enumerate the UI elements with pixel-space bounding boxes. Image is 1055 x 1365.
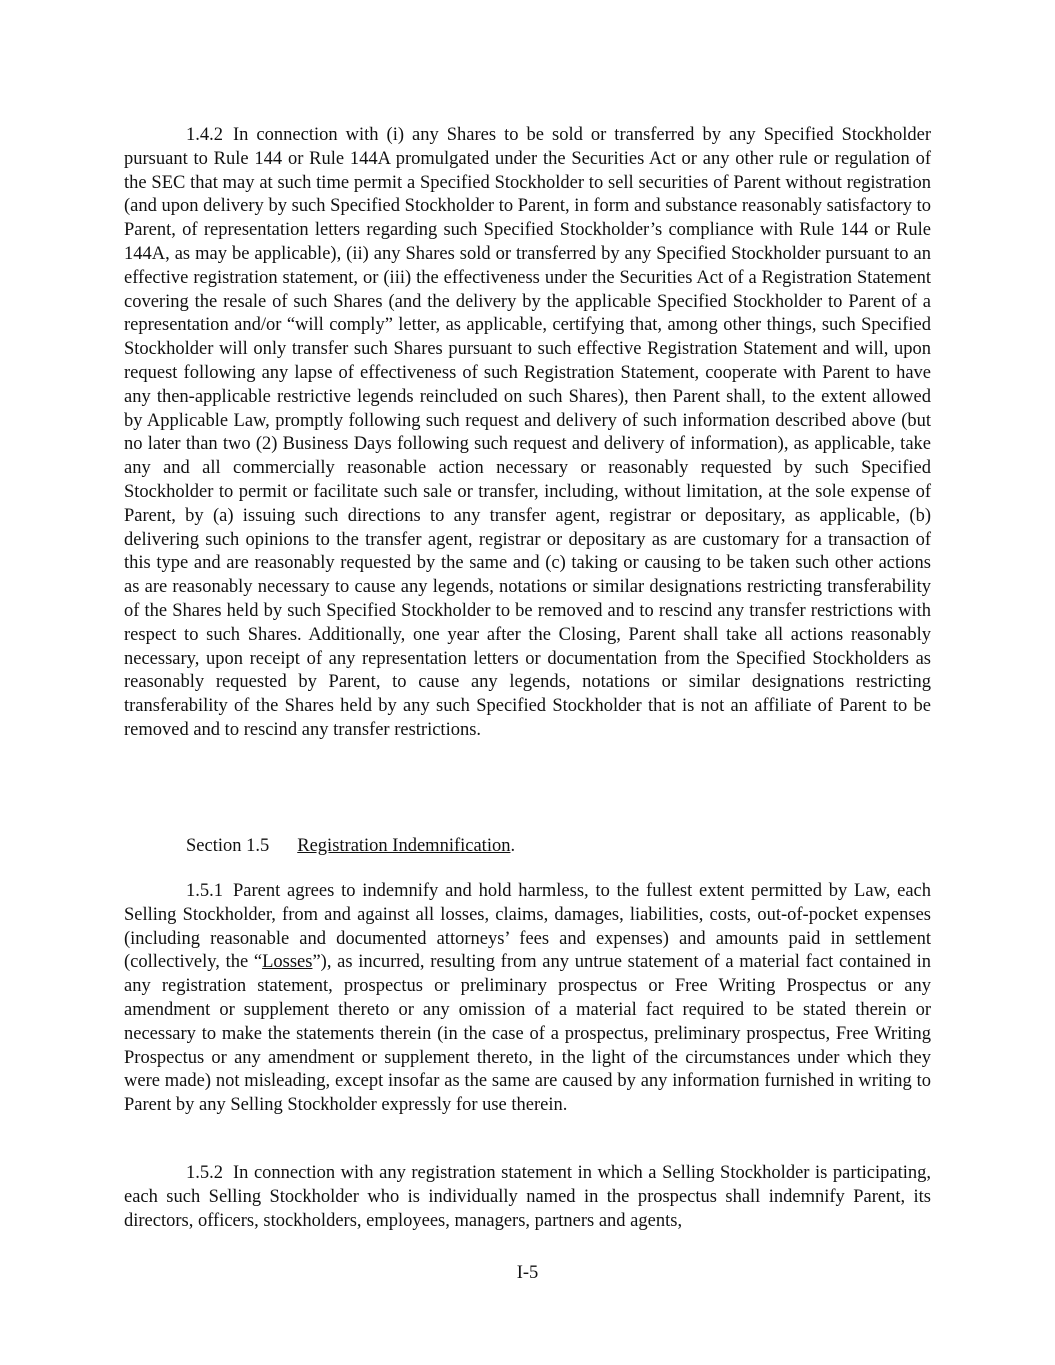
paragraph-text: In connection with any registration statement in which a Selling Stockholder is participating, each such Selling Stockholder who is individually named in the prospectus shall indemnify Parent, its directors, officers, stockholders, employees, managers, partners and agents, xyxy=(124,1163,931,1231)
paragraph-text: In connection with (i) any Shares to be sold or transferred by any Specified Stockholder pursuant to Rule 144 or Rule 144A promulgated under the Securities Act or any other rule or regulation of the SEC that may at such time permit a Specified Stockholder to sell securities of Parent without registration (and upon delivery by such Specified Stockholder to Parent, in form and substance reasonably satisfactory to Parent, of representation letters regarding such Specified Stockholder’s compliance with Rule 144 or Rule 144A, as may be applicable), (ii) any Shares sold or transferred by any Specified Stockholder pursuant to an effective registration statement, or (iii) the effectiveness under the Securities Act of a Registration Statement covering the resale of such Shares (and the delivery by the applicable Specified Stockholder to Parent of a representation and/or “will comply” letter, as applicable, certifying that, among other things, such Specified Stockholder will only transfer such Shares pursuant to such effective Registration Statement and will, upon request following any lapse of effectiveness of such Registration Statement, cooperate with Parent to have any then-applicable restrictive legends reincluded on such Shares), then Parent shall, to the extent allowed by Applicable Law, promptly following such request and delivery of such information described above (but no later than two (2) Business Days following such request and delivery of information), as applicable, take any and all commercially reasonable action necessary or reasonably requested by such Specified Stockholder to permit or facilitate such sale or transfer, including, without limitation, at the sole expense of Parent, by (a) issuing such directions to any transfer agent, registrar or depositary, as applicable, (b) delivering such opinions to the transfer agent, registrar or depositary as are customary for a transaction of this type and are reasonably requested by the same and (c) taking or causing to be taken such other actions as are reasonably necessary to cause any legends, notations or similar designations restricting transferability of the Shares held by such Specified Stockholder to be removed and to rescind any transfer restrictions with respect to such Shares. Additionally, one year after the Closing, Parent shall take all actions reasonably necessary, upon receipt of any representation letters or documentation from the Specified Stockholders as reasonably requested by Parent, to cause any legends, notations or similar designations restricting transferability of the Shares held by any such Specified Stockholder that is not an affiliate of Parent to be removed and to rescind any transfer restrictions. xyxy=(124,125,931,740)
paragraph-number: 1.4.2 xyxy=(186,125,223,145)
paragraph-1-5-2 xyxy=(124,1162,931,1233)
paragraph-number: 1.5.2 xyxy=(186,1163,223,1183)
section-label: Section 1.5 xyxy=(186,836,270,856)
paragraph-number: 1.5.1 xyxy=(186,881,223,901)
defined-term-losses: Losses xyxy=(262,952,313,973)
paragraph-1-4-2 xyxy=(124,124,931,743)
paragraph-text-after: ”), as incurred, resulting from any untrue statement of a material fact contained in any registration statement, prospectus or preliminary prospectus or Free Writing Prospectus or any amendment or supplement thereto or any omission of a material fact required to be stated therein or necessary to make the statements therein (in the case of a prospectus, preliminary prospectus, Free Writing Prospectus or any amendment or supplement thereto, in the light of the circumstances under which they were made) not misleading, except insofar as the same are caused by any information furnished in writing to Parent by any Selling Stockholder expressly for use therein. xyxy=(124,952,931,1116)
page-number: I-5 xyxy=(516,1263,539,1283)
section-title: Registration Indemnification xyxy=(297,836,511,856)
paragraph-1-5-1 xyxy=(124,880,931,1118)
section-title-punct: . xyxy=(510,836,516,856)
section-heading-1-5 xyxy=(186,835,931,859)
paragraph-text-before: Parent agrees to indemnify and hold harmless, to the fullest extent permitted by Law, each Selling Stockholder, from and against all losses, claims, damages, liabilities, costs, out-of-pocket expenses (including reasonable and documented attorneys’ fees and expenses) and amounts paid in settlement (collectively, the “ xyxy=(124,881,931,973)
